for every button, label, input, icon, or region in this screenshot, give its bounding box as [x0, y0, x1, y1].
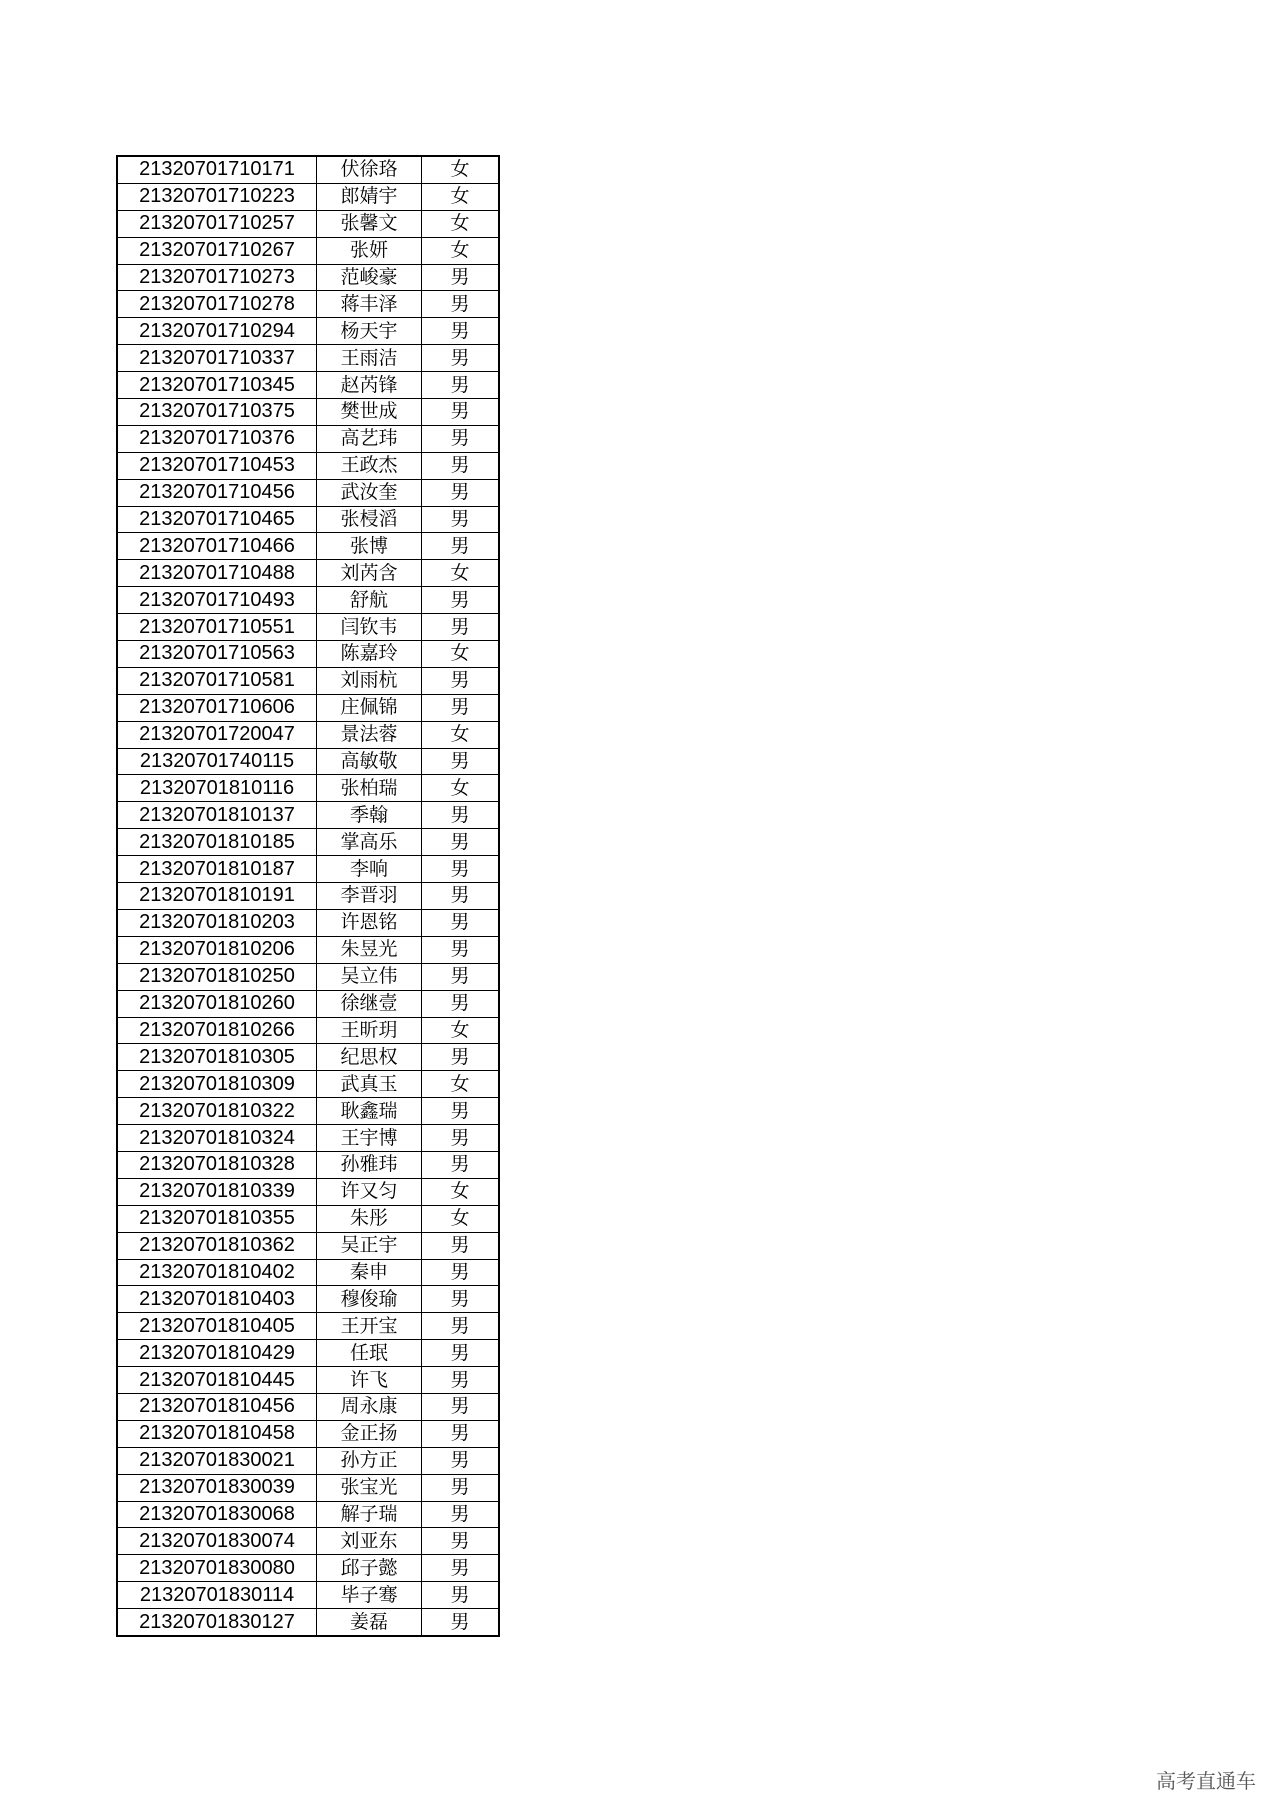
student-name-cell: 许恩铭	[317, 909, 422, 936]
student-gender-cell: 男	[422, 694, 500, 721]
student-gender-cell: 男	[422, 909, 500, 936]
table-row	[117, 667, 499, 694]
table-row	[117, 1125, 499, 1152]
student-gender-cell: 男	[422, 1528, 500, 1555]
student-name-cell: 武真玉	[317, 1071, 422, 1098]
table-row	[117, 775, 499, 802]
student-name-cell: 舒航	[317, 587, 422, 614]
student-gender-cell: 男	[422, 748, 500, 775]
table-row	[117, 156, 499, 183]
student-gender-cell: 男	[422, 1447, 500, 1474]
student-id-cell: 21320701710376	[117, 425, 317, 452]
student-name-cell: 秦申	[317, 1259, 422, 1286]
student-id-cell: 21320701830127	[117, 1609, 317, 1636]
student-name-cell: 毕子骞	[317, 1582, 422, 1609]
table-row	[117, 318, 499, 345]
student-name-cell: 王雨洁	[317, 345, 422, 372]
student-name-cell: 武汝奎	[317, 479, 422, 506]
student-gender-cell: 男	[422, 587, 500, 614]
student-id-cell: 21320701710466	[117, 533, 317, 560]
student-id-cell: 21320701720047	[117, 721, 317, 748]
student-name-cell: 高艺玮	[317, 425, 422, 452]
table-row	[117, 372, 499, 399]
student-gender-cell: 男	[422, 1232, 500, 1259]
table-row	[117, 1017, 499, 1044]
table-row	[117, 1232, 499, 1259]
table-row	[117, 829, 499, 856]
student-name-cell: 姜磊	[317, 1609, 422, 1636]
student-gender-cell: 男	[422, 936, 500, 963]
student-gender-cell: 男	[422, 291, 500, 318]
student-name-cell: 王宇博	[317, 1125, 422, 1152]
student-gender-cell: 男	[422, 829, 500, 856]
student-name-cell: 孙雅玮	[317, 1151, 422, 1178]
student-gender-cell: 男	[422, 1044, 500, 1071]
student-id-cell: 21320701810191	[117, 883, 317, 910]
student-gender-cell: 男	[422, 318, 500, 345]
table-row	[117, 506, 499, 533]
student-name-cell: 蒋丰泽	[317, 291, 422, 318]
student-name-cell: 纪思权	[317, 1044, 422, 1071]
student-name-cell: 王政杰	[317, 452, 422, 479]
student-gender-cell: 男	[422, 1609, 500, 1636]
student-name-cell: 金正扬	[317, 1420, 422, 1447]
student-name-cell: 李响	[317, 856, 422, 883]
student-id-cell: 21320701710294	[117, 318, 317, 345]
table-row	[117, 1044, 499, 1071]
student-gender-cell: 男	[422, 1474, 500, 1501]
student-id-cell: 21320701810324	[117, 1125, 317, 1152]
student-gender-cell: 男	[422, 1420, 500, 1447]
student-name-cell: 邱子懿	[317, 1555, 422, 1582]
student-name-cell: 庄佩锦	[317, 694, 422, 721]
student-id-cell: 21320701830080	[117, 1555, 317, 1582]
student-name-cell: 耿鑫瑞	[317, 1098, 422, 1125]
student-name-cell: 张柏瑞	[317, 775, 422, 802]
student-id-cell: 21320701810309	[117, 1071, 317, 1098]
student-name-cell: 杨天宇	[317, 318, 422, 345]
student-name-cell: 王开宝	[317, 1313, 422, 1340]
student-id-cell: 21320701830114	[117, 1582, 317, 1609]
student-gender-cell: 男	[422, 667, 500, 694]
table-row	[117, 909, 499, 936]
student-name-cell: 高敏敬	[317, 748, 422, 775]
roster-body	[117, 156, 499, 1636]
student-id-cell: 21320701710456	[117, 479, 317, 506]
table-row	[117, 614, 499, 641]
student-name-cell: 张妍	[317, 237, 422, 264]
student-id-cell: 21320701710257	[117, 210, 317, 237]
student-name-cell: 伏徐珞	[317, 156, 422, 183]
table-row	[117, 1447, 499, 1474]
table-row	[117, 721, 499, 748]
student-gender-cell: 男	[422, 372, 500, 399]
student-gender-cell: 男	[422, 264, 500, 291]
table-row	[117, 1367, 499, 1394]
table-row	[117, 183, 499, 210]
student-id-cell: 21320701810305	[117, 1044, 317, 1071]
student-name-cell: 张梫滔	[317, 506, 422, 533]
student-id-cell: 21320701710606	[117, 694, 317, 721]
student-name-cell: 张博	[317, 533, 422, 560]
table-row	[117, 1393, 499, 1420]
table-row	[117, 1420, 499, 1447]
student-name-cell: 穆俊瑜	[317, 1286, 422, 1313]
student-gender-cell: 男	[422, 1367, 500, 1394]
student-id-cell: 21320701710453	[117, 452, 317, 479]
student-id-cell: 21320701710563	[117, 641, 317, 668]
table-row	[117, 264, 499, 291]
student-gender-cell: 女	[422, 1071, 500, 1098]
student-name-cell: 季翰	[317, 802, 422, 829]
student-gender-cell: 女	[422, 1205, 500, 1232]
table-row	[117, 694, 499, 721]
student-gender-cell: 女	[422, 1017, 500, 1044]
table-row	[117, 425, 499, 452]
table-row	[117, 533, 499, 560]
student-gender-cell: 男	[422, 1313, 500, 1340]
student-id-cell: 21320701710493	[117, 587, 317, 614]
table-row	[117, 560, 499, 587]
student-gender-cell: 男	[422, 614, 500, 641]
student-name-cell: 郎婧宇	[317, 183, 422, 210]
student-id-cell: 21320701810266	[117, 1017, 317, 1044]
student-id-cell: 21320701810322	[117, 1098, 317, 1125]
student-id-cell: 21320701810250	[117, 963, 317, 990]
student-gender-cell: 男	[422, 506, 500, 533]
table-row	[117, 641, 499, 668]
student-name-cell: 周永康	[317, 1393, 422, 1420]
student-id-cell: 21320701710375	[117, 399, 317, 426]
table-row	[117, 1313, 499, 1340]
student-gender-cell: 男	[422, 1393, 500, 1420]
student-gender-cell: 女	[422, 1178, 500, 1205]
student-gender-cell: 男	[422, 1582, 500, 1609]
student-name-cell: 陈嘉玲	[317, 641, 422, 668]
table-row	[117, 802, 499, 829]
student-id-cell: 21320701710551	[117, 614, 317, 641]
student-gender-cell: 男	[422, 533, 500, 560]
student-id-cell: 21320701810187	[117, 856, 317, 883]
student-id-cell: 21320701710345	[117, 372, 317, 399]
student-name-cell: 吴立伟	[317, 963, 422, 990]
student-id-cell: 21320701810116	[117, 775, 317, 802]
table-row	[117, 1501, 499, 1528]
student-id-cell: 21320701710267	[117, 237, 317, 264]
student-gender-cell: 男	[422, 1259, 500, 1286]
student-gender-cell: 男	[422, 990, 500, 1017]
student-name-cell: 刘亚东	[317, 1528, 422, 1555]
student-id-cell: 21320701810185	[117, 829, 317, 856]
table-row	[117, 990, 499, 1017]
student-gender-cell: 女	[422, 775, 500, 802]
student-id-cell: 21320701710465	[117, 506, 317, 533]
student-id-cell: 21320701810402	[117, 1259, 317, 1286]
student-name-cell: 景法蓉	[317, 721, 422, 748]
table-row	[117, 479, 499, 506]
student-id-cell: 21320701810328	[117, 1151, 317, 1178]
student-gender-cell: 女	[422, 210, 500, 237]
student-id-cell: 21320701830039	[117, 1474, 317, 1501]
student-id-cell: 21320701810260	[117, 990, 317, 1017]
table-row	[117, 1340, 499, 1367]
student-name-cell: 孙方正	[317, 1447, 422, 1474]
student-gender-cell: 男	[422, 963, 500, 990]
table-row	[117, 748, 499, 775]
student-id-cell: 21320701710581	[117, 667, 317, 694]
student-gender-cell: 女	[422, 641, 500, 668]
student-id-cell: 21320701810339	[117, 1178, 317, 1205]
table-row	[117, 1098, 499, 1125]
student-id-cell: 21320701810429	[117, 1340, 317, 1367]
student-gender-cell: 男	[422, 399, 500, 426]
student-gender-cell: 男	[422, 1340, 500, 1367]
table-row	[117, 1259, 499, 1286]
student-gender-cell: 男	[422, 1151, 500, 1178]
student-name-cell: 刘芮含	[317, 560, 422, 587]
student-name-cell: 张宝光	[317, 1474, 422, 1501]
student-id-cell: 21320701810137	[117, 802, 317, 829]
student-name-cell: 闫钦韦	[317, 614, 422, 641]
student-name-cell: 掌高乐	[317, 829, 422, 856]
table-row	[117, 291, 499, 318]
student-gender-cell: 男	[422, 1286, 500, 1313]
student-id-cell: 21320701710337	[117, 345, 317, 372]
table-row	[117, 1151, 499, 1178]
student-id-cell: 21320701830074	[117, 1528, 317, 1555]
student-id-cell: 21320701810403	[117, 1286, 317, 1313]
student-gender-cell: 男	[422, 452, 500, 479]
student-gender-cell: 男	[422, 1501, 500, 1528]
student-gender-cell: 女	[422, 721, 500, 748]
table-row	[117, 1582, 499, 1609]
student-name-cell: 徐继壹	[317, 990, 422, 1017]
student-gender-cell: 女	[422, 156, 500, 183]
table-row	[117, 1286, 499, 1313]
student-gender-cell: 男	[422, 1098, 500, 1125]
student-id-cell: 21320701710171	[117, 156, 317, 183]
student-id-cell: 21320701810458	[117, 1420, 317, 1447]
student-id-cell: 21320701740115	[117, 748, 317, 775]
student-name-cell: 许又匀	[317, 1178, 422, 1205]
student-name-cell: 吴正宇	[317, 1232, 422, 1259]
student-name-cell: 张馨文	[317, 210, 422, 237]
table-row	[117, 1528, 499, 1555]
table-row	[117, 1555, 499, 1582]
student-gender-cell: 女	[422, 560, 500, 587]
student-name-cell: 朱昱光	[317, 936, 422, 963]
table-row	[117, 1071, 499, 1098]
student-id-cell: 21320701710488	[117, 560, 317, 587]
student-id-cell: 21320701710223	[117, 183, 317, 210]
student-name-cell: 赵芮锋	[317, 372, 422, 399]
student-id-cell: 21320701810362	[117, 1232, 317, 1259]
student-gender-cell: 女	[422, 237, 500, 264]
table-row	[117, 399, 499, 426]
table-row	[117, 963, 499, 990]
student-name-cell: 许飞	[317, 1367, 422, 1394]
student-id-cell: 21320701710273	[117, 264, 317, 291]
table-row	[117, 237, 499, 264]
student-gender-cell: 男	[422, 345, 500, 372]
table-row	[117, 345, 499, 372]
student-name-cell: 李晋羽	[317, 883, 422, 910]
student-name-cell: 朱彤	[317, 1205, 422, 1232]
table-row	[117, 936, 499, 963]
student-gender-cell: 男	[422, 883, 500, 910]
student-name-cell: 任珉	[317, 1340, 422, 1367]
table-row	[117, 856, 499, 883]
student-id-cell: 21320701810206	[117, 936, 317, 963]
student-name-cell: 解子瑞	[317, 1501, 422, 1528]
student-gender-cell: 男	[422, 856, 500, 883]
table-row	[117, 1474, 499, 1501]
student-gender-cell: 男	[422, 1555, 500, 1582]
student-roster-table	[116, 155, 500, 1637]
student-gender-cell: 男	[422, 425, 500, 452]
table-row	[117, 1205, 499, 1232]
student-id-cell: 21320701810355	[117, 1205, 317, 1232]
student-name-cell: 王昕玥	[317, 1017, 422, 1044]
table-row	[117, 1178, 499, 1205]
table-row	[117, 1609, 499, 1636]
student-gender-cell: 女	[422, 183, 500, 210]
student-id-cell: 21320701830021	[117, 1447, 317, 1474]
student-id-cell: 21320701810445	[117, 1367, 317, 1394]
student-name-cell: 樊世成	[317, 399, 422, 426]
student-name-cell: 刘雨杭	[317, 667, 422, 694]
student-gender-cell: 男	[422, 479, 500, 506]
watermark-text: 高考直通车	[1156, 1769, 1256, 1793]
student-id-cell: 21320701830068	[117, 1501, 317, 1528]
student-id-cell: 21320701810203	[117, 909, 317, 936]
student-gender-cell: 男	[422, 1125, 500, 1152]
student-gender-cell: 男	[422, 802, 500, 829]
table-row	[117, 587, 499, 614]
student-id-cell: 21320701710278	[117, 291, 317, 318]
student-id-cell: 21320701810456	[117, 1393, 317, 1420]
table-row	[117, 210, 499, 237]
table-row	[117, 452, 499, 479]
table-row	[117, 883, 499, 910]
student-id-cell: 21320701810405	[117, 1313, 317, 1340]
student-name-cell: 范峻豪	[317, 264, 422, 291]
